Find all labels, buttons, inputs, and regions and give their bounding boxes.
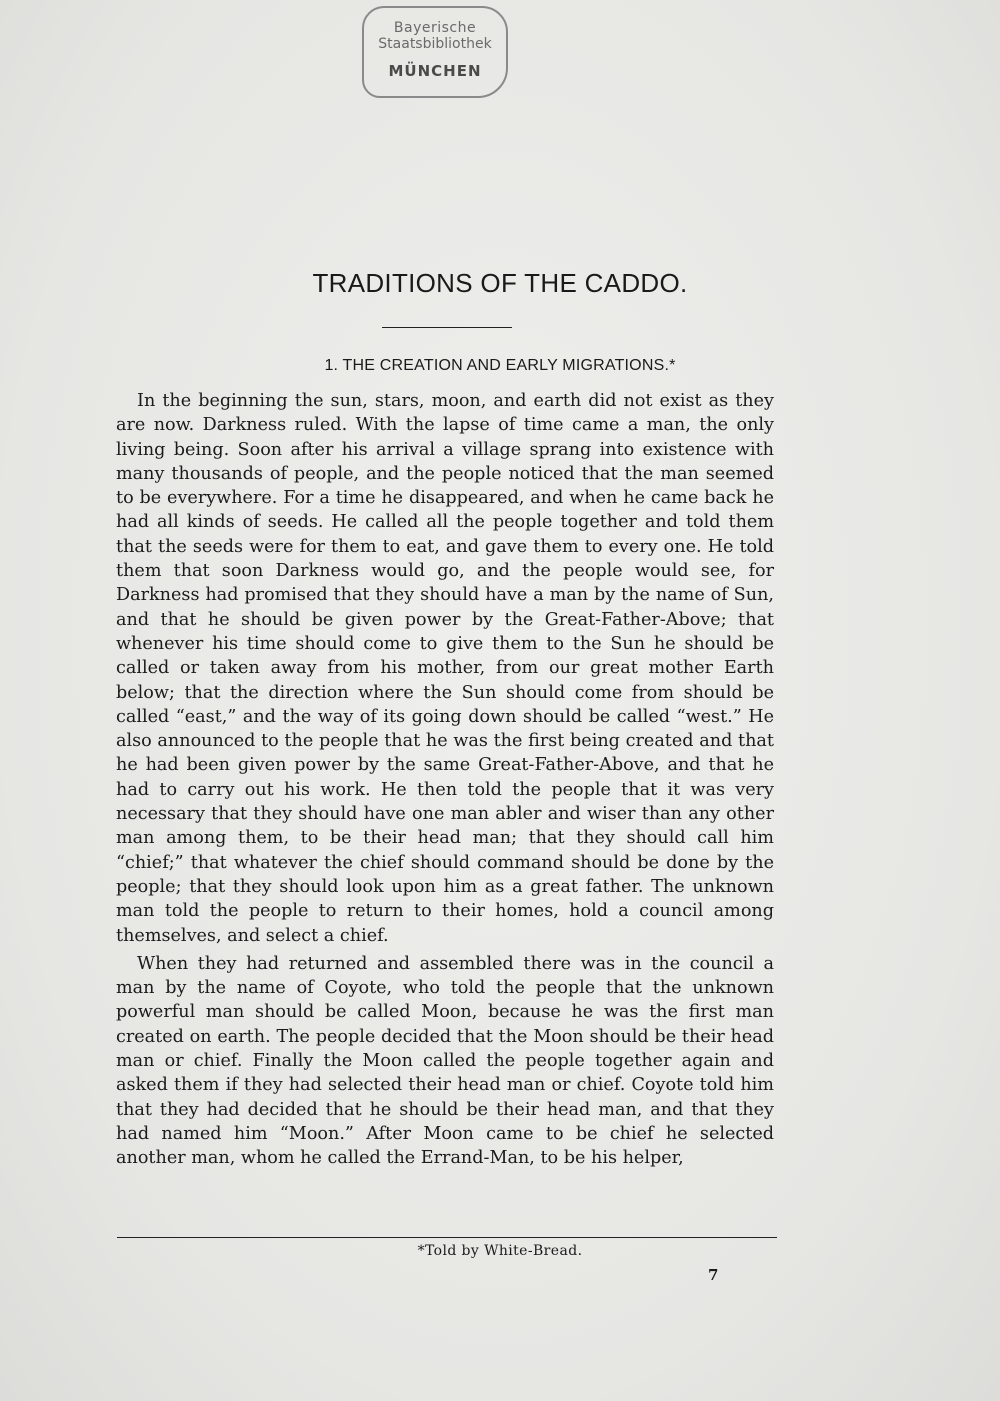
paragraph-1: In the beginning the sun, stars, moon, and earth did not exist as they are now. Darkness ruled. With the lapse of time came a man, the only living being. Soon after his arrival a village sprang into existence with many thousands of people, and the people noticed that the man seemed to be everywhere. For a time he disappeared, and when he came back he had all kinds of seeds. He called all the people together and told them that the seeds were for them to eat, and gave them to every one. He told them that soon Darkness would go, and the people would see, for Darkness had promised that they should have a man by the name of Sun, and that he should be given power by the Great-Father-Above; that whenever his time should come to give them to the Sun he should be called or taken away from his mother, from our great mother Earth below; that the direction where the Sun should come from should be called “east,” and the way of its going down should be called “west.” He also announced to the people that he was the first being created and that he had been given power by the same Great-Father-Above, and that he had to carry out his work. He then told the people that it was very necessary that they should have one man abler and wiser than any other man among them, to be their head man; that they should call him “chief;” that whatever the chief should command should be done by the people; that they should look upon him as a great father. The unknown man told the people to return to their homes, hold a council among themselves, and select a chief. [116,391,774,946]
page-title: TRADITIONS OF THE CADDO. [312,268,688,298]
body-text [116,389,774,1171]
page-number: 7 [708,1266,719,1284]
section-heading: 1. THE CREATION AND EARLY MIGRATIONS.* [324,357,676,374]
paragraph-2: When they had returned and assembled there was in the council a man by the name of Coyote, who told the people that the unknown powerful man should be called Moon, because he was the first man created on earth. The people decided that the Moon should be their head man or chief. Finally the Moon called the people together again and asked them if they had selected their head man or chief. Coyote told him that they had decided that he should be their head man, and that they had named him “Moon.” After Moon came to be chief he selected another man, whom he called the Errand-Man, to be his helper, [116,953,774,1169]
stamp-line-3: MÜNCHEN [388,62,482,80]
stamp-line-1: Bayerische [393,20,477,36]
title-rule [382,327,512,328]
footnote: *Told by White-Bread. [417,1243,583,1259]
stamp-line-2: Staatsbibliothek [378,36,492,52]
library-stamp [362,6,508,98]
footnote-rule [117,1237,777,1238]
